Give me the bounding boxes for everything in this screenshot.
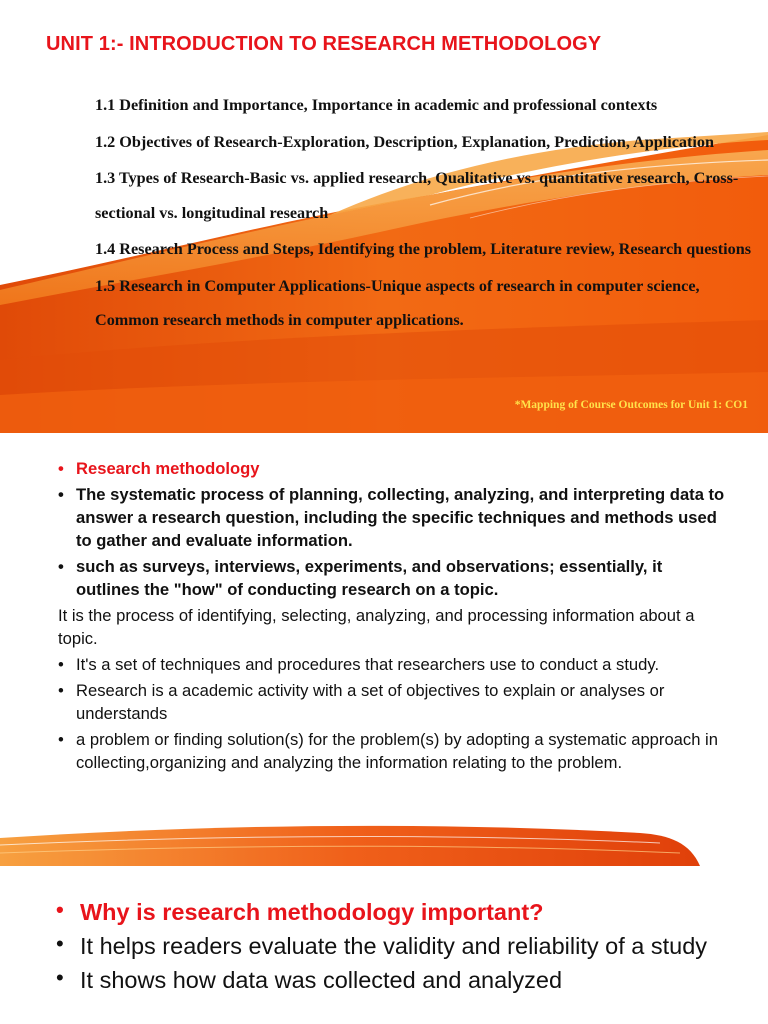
section-heading: Why is research methodology important? (80, 899, 544, 925)
bullet-icon: • (56, 897, 64, 922)
unit-title: UNIT 1:- INTRODUCTION TO RESEARCH METHODOLOGY (46, 33, 602, 55)
list-item (58, 679, 728, 725)
list-item (58, 653, 728, 676)
bullet-icon: • (58, 681, 64, 700)
list-item-text: Research is a academic activity with a set of objectives to explain or analyses or understands (76, 681, 665, 723)
list-item (56, 896, 746, 928)
topic-item: 1.2 Objectives of Research-Exploration, Description, Explanation, Prediction, Application (95, 132, 715, 151)
list-item (58, 728, 728, 774)
bullet-icon: • (58, 557, 64, 576)
list-item (58, 457, 728, 480)
list-item (58, 555, 728, 601)
importance-bullet-list (56, 896, 746, 998)
bullet-icon: • (58, 730, 64, 749)
topic-item: 1.5 Research in Computer Applications-Unique aspects of research in computer science, Common research methods in computer applications. (95, 276, 700, 329)
list-item (56, 964, 746, 996)
course-outcome-note: *Mapping of Course Outcomes for Unit 1: CO1 (514, 399, 748, 411)
paragraph-text: It is the process of identifying, selecting, analyzing, and processing information about a topic. (58, 606, 695, 648)
topic-list (95, 88, 755, 340)
list-item (58, 483, 728, 552)
list-item-text: The systematic process of planning, collecting, analyzing, and interpreting data to answer a research question, including the specific techniques and methods used to gather and evaluate information. (76, 485, 725, 550)
list-item-text: a problem or finding solution(s) for the problem(s) by adopting a systematic approach in collecting,organizing and analyzing the information relating to the problem. (76, 730, 718, 772)
list-item-text: It's a set of techniques and procedures that researchers use to conduct a study. (76, 655, 660, 674)
methodology-bullet-list (58, 457, 728, 777)
slide-unit-overview (0, 0, 768, 433)
list-item (56, 930, 746, 962)
topic-item: 1.1 Definition and Importance, Importance in academic and professional contexts (95, 96, 658, 114)
topic-item: 1.3 Types of Research-Basic vs. applied research, Qualitative vs. quantitative research, Cross-sectional vs. longitudinal research (95, 169, 739, 222)
bullet-icon: • (58, 459, 64, 478)
slide-research-methodology (0, 433, 768, 866)
list-item (58, 604, 728, 650)
slide-why-important (0, 866, 768, 1024)
section-heading: Research methodology (76, 459, 260, 478)
bullet-icon: • (56, 965, 64, 990)
bullet-icon: • (58, 485, 64, 504)
bullet-icon: • (58, 655, 64, 674)
list-item-text: It helps readers evaluate the validity and reliability of a study (80, 933, 708, 959)
list-item-text: It shows how data was collected and analyzed (80, 967, 563, 993)
topic-item: 1.4 Research Process and Steps, Identifying the problem, Literature review, Research questions (95, 240, 752, 258)
list-item-text: such as surveys, interviews, experiments, and observations; essentially, it outlines the "how" of conducting research on a topic. (76, 557, 663, 599)
bullet-icon: • (56, 931, 64, 956)
